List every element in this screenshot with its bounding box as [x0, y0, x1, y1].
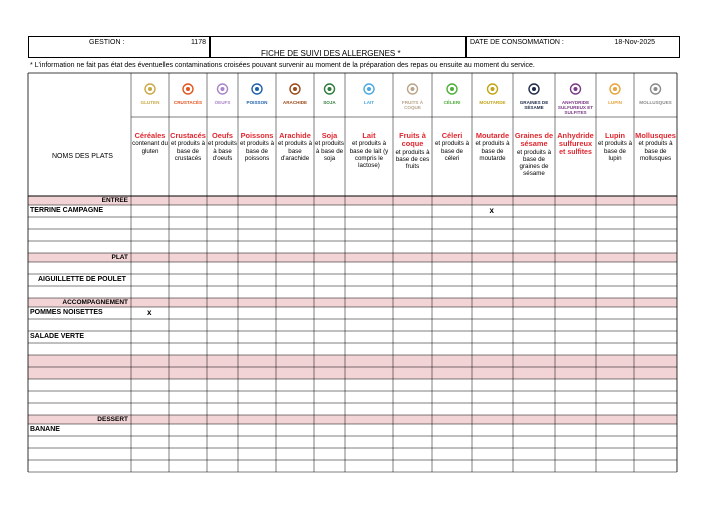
allergen-column-header	[239, 132, 275, 162]
sulphite-icon	[571, 84, 581, 94]
allergen-name: Crustacés	[170, 131, 206, 140]
disclaimer-note: * L'information ne fait pas état des éventuelles contaminations croisées pouvant survenir au moment de la préparation des repas ou ensuite au moment du service.	[30, 62, 535, 69]
allergen-name: Moutarde	[475, 131, 510, 140]
date-label: DATE DE CONSOMMATION :	[470, 39, 564, 46]
section-dessert: DESSERT	[97, 416, 128, 423]
allergen-name: Lait	[362, 131, 376, 140]
section-row-fill	[28, 355, 677, 367]
allergen-description: et produits à base de céleri	[434, 140, 470, 162]
gestion-value: 1178	[190, 39, 206, 46]
allergen-name: Fruits à coque	[399, 131, 426, 149]
dish-pommes: POMMES NOISETTES	[30, 309, 103, 316]
section-accompagnement: ACCOMPAGNEMENT	[62, 299, 128, 306]
allergen-icon-caption: LUPIN	[608, 100, 622, 105]
allergen-icon-caption: GRAINES DE SÉSAME	[519, 100, 549, 110]
allergen-description: contenant du gluten	[132, 140, 168, 155]
gestion-label: GESTION :	[89, 39, 125, 46]
allergen-name: Graines de sésame	[514, 131, 554, 149]
allergen-icon-caption: CÉLERI	[443, 100, 461, 105]
allergen-column-header	[170, 132, 206, 162]
allergen-name: Céleri	[441, 131, 463, 140]
allergen-icon-caption: ARACHIDE	[282, 100, 308, 105]
allergen-column-header	[635, 132, 676, 162]
allergen-column-header	[433, 132, 471, 162]
allergen-name: Lupin	[604, 131, 626, 140]
allergen-icon-caption: POISSON	[246, 100, 268, 105]
allergen-icon-caption: SOJA	[323, 100, 336, 105]
allergen-name: Mollusques	[635, 131, 676, 140]
allergen-mark[interactable]: x	[147, 308, 152, 317]
dish-salade: SALADE VERTE	[30, 333, 85, 340]
allergen-description: et produits à base de lupin	[597, 140, 633, 162]
allergen-description: et produits à base d'arachide	[277, 140, 313, 162]
dish-aiguillette: AIGUILLETTE DE POULET	[38, 276, 126, 283]
allergen-name: Oeufs	[212, 131, 233, 140]
allergen-icon-caption: CRUSTACÉS	[173, 100, 203, 105]
allergen-description: et produits à base de moutarde	[475, 140, 510, 162]
allergen-icon-caption: ANHYDRIDE SULFUREUX ET SULFITES	[557, 100, 594, 115]
allergen-name: Soja	[321, 131, 338, 140]
mustard-icon	[488, 84, 498, 94]
mollusc-icon	[651, 84, 661, 94]
lupin-icon	[610, 84, 620, 94]
allergen-column-header	[277, 132, 313, 162]
sesame-icon	[529, 84, 539, 94]
section-row-fill	[28, 367, 677, 379]
fish-icon	[252, 84, 262, 94]
allergen-icon-caption: LAIT	[363, 100, 375, 105]
allergen-column-header	[394, 132, 431, 170]
allergen-description: et produits à base de crustacés	[170, 140, 206, 162]
allergen-icon-caption: MOUTARDE	[479, 100, 506, 105]
allergen-column-header	[132, 132, 168, 155]
celery-icon	[447, 84, 457, 94]
allergen-icon-caption: GLUTEN	[140, 100, 160, 105]
allergen-description: et produits à base de graines de sésame	[516, 148, 552, 178]
allergen-name: Poissons	[240, 131, 274, 140]
wheat-icon	[145, 84, 155, 94]
allergen-icon-caption: MOLLUSQUES	[639, 100, 672, 105]
peanut-icon	[290, 84, 300, 94]
dish-column-header: NOMS DES PLATS	[52, 153, 113, 160]
allergen-description: et produits à base de poissons	[239, 140, 275, 162]
dish-terrine: TERRINE CAMPAGNE	[30, 207, 103, 214]
section-entree: ENTREE	[101, 197, 128, 204]
date-value: 18-Nov-2025	[614, 39, 655, 46]
crab-icon	[183, 84, 193, 94]
egg-icon	[218, 84, 228, 94]
allergen-name: Anhydride sulfureux	[557, 131, 594, 149]
allergen-description: et sulfites	[559, 148, 592, 156]
allergen-description: et produits à base de lait (y compris le lactose)	[349, 140, 389, 170]
allergen-description: et produits à base de mollusques	[638, 140, 673, 162]
allergen-name: Arachide	[279, 131, 311, 140]
allergen-description: et produits à base d'oeufs	[208, 140, 237, 162]
section-plat: PLAT	[111, 254, 128, 261]
allergen-mark[interactable]: x	[489, 206, 494, 215]
allergen-column-header	[346, 132, 392, 169]
allergen-column-header	[597, 132, 633, 162]
allergen-column-header	[556, 132, 595, 156]
allergen-icon-caption: FRUITS À COQUE	[401, 100, 424, 110]
allergen-column-header	[208, 132, 237, 162]
allergen-name: Céréales	[134, 131, 166, 140]
allergen-column-header	[315, 132, 344, 162]
allergen-description: et produits à base de soja	[315, 140, 344, 162]
allergen-description: et produits à base de ces fruits	[395, 148, 430, 171]
allergen-icon-caption: OEUFS	[214, 100, 231, 105]
page-title: FICHE DE SUIVI DES ALLERGENES *	[261, 49, 401, 58]
dish-banane: BANANE	[30, 426, 60, 433]
milk-icon	[364, 84, 374, 94]
allergen-column-header	[514, 132, 554, 178]
soy-icon	[325, 84, 335, 94]
nut-icon	[408, 84, 418, 94]
allergen-column-header	[473, 132, 512, 162]
